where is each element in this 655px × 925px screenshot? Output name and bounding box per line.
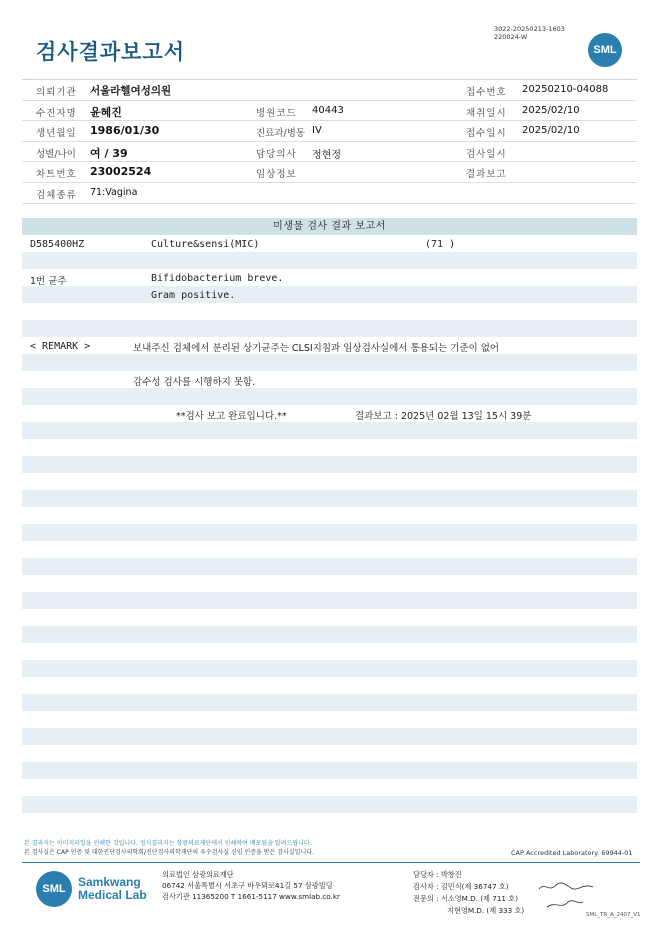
form-code: SML_TR_A_2407_V1 [586, 912, 641, 918]
staff-list: 담당자 : 박창진 검사자 : 김민식(제 36747 호) 전문의 : 서소영M.D. (제 711 호) 지현영M.D. (제 333 호) [413, 870, 525, 915]
test-name: Culture&sensi(MIC) [151, 239, 260, 250]
lab-address: 의료법인 삼광의료재단 06742 서울특별시 서초구 바우뫼로41길 57 삼광빌딩 검사기관 11365200 T 1661-5117 www.smlab.co.kr [162, 870, 340, 901]
info-row: 검체종류 71:Vagina [22, 183, 637, 204]
footer-notes: 본 결과지는 이미지파일을 인쇄한 것입니다. 정식결과지는 삼광의료재단에서 인쇄하여 배포됨을 알려드립니다. 본 검사실은 CAP 인증 및 대한진단검사의학회/진단검사의학재단의 우수검사실 신임 인증을 받은 검사실입니다. [24, 840, 314, 856]
organism-name: Bifidobacterium breve. [151, 273, 284, 284]
remark-label: < REMARK > [30, 341, 91, 352]
signature-2 [545, 897, 585, 911]
report-heading: 미생물 검사 결과 보고서 [22, 218, 637, 235]
specimen-code: (71 ) [425, 239, 456, 250]
signature-1 [537, 880, 597, 894]
report-complete: **검사 보고 완료입니다.** [176, 411, 287, 422]
remark-text-line1: 보내주신 검체에서 분리된 상기균주는 CLSI지침과 임상검사실에서 통용되는 기준이 없어 [133, 343, 500, 354]
lab-name: Samkwang Medical Lab [78, 875, 147, 902]
report-time: 결과보고 : 2025년 02월 13일 15시 39분 [355, 411, 532, 422]
footer-divider [22, 862, 640, 863]
strain-label: 1번 균주 [30, 276, 67, 287]
info-row: 차트번호 23002524 임상정보 결과보고 [22, 162, 637, 183]
gram-stain: Gram positive. [151, 290, 236, 301]
remark-text-line2: 감수성 검사를 시행하지 못함. [133, 377, 256, 388]
patient-info-table [22, 79, 637, 204]
sml-logo-icon: SML [36, 871, 72, 907]
report-title: 검사결과보고서 [36, 40, 186, 64]
cap-accreditation: CAP Accredited Laboratory. 69944-01 [511, 849, 633, 857]
info-row: 수진자명 윤혜진 병원코드 40443 채취일시 2025/02/10 [22, 101, 637, 122]
sml-logo: SML [588, 33, 622, 67]
test-code: D585400HZ [30, 239, 85, 250]
report-body-stripes [22, 235, 637, 830]
footer-logo [36, 871, 147, 907]
document-number: 3022-20250213-1603 220024-W [494, 25, 565, 41]
info-row: 생년월일 1986/01/30 진료과/병동 IV 접수일시 2025/02/10 [22, 121, 637, 142]
info-row: 의뢰기관 서울라헬여성의원 접수번호 20250210-04088 [22, 80, 637, 101]
info-row: 성별/나이 여 / 39 담당의사 정현정 검사일시 [22, 142, 637, 163]
